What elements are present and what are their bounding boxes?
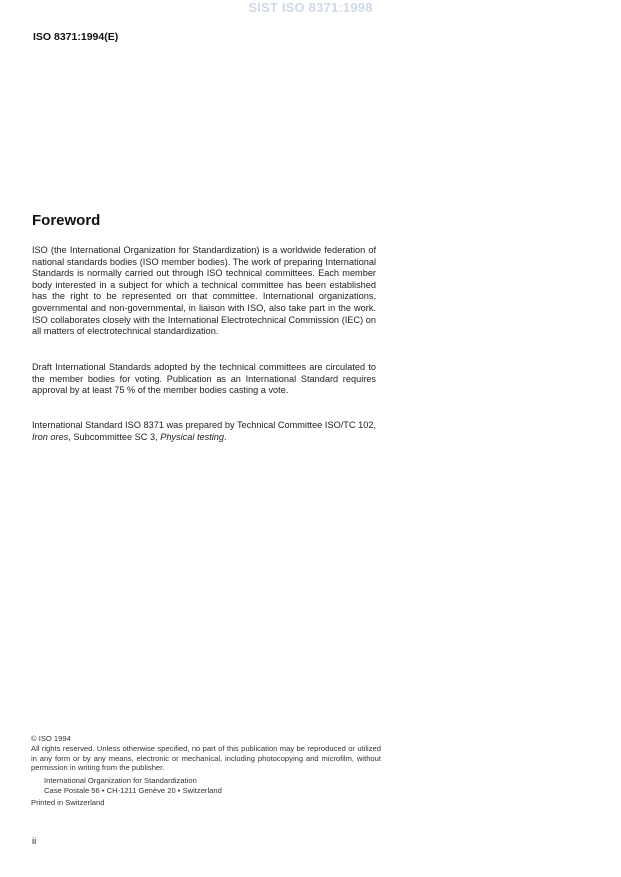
document-reference: ISO 8371:1994(E) (33, 31, 119, 43)
printed-in-note: Printed in Switzerland (31, 797, 105, 807)
publisher-postal-address: Case Postale 56 • CH-1211 Genève 20 • Switzerland (44, 785, 222, 795)
foreword-paragraph-3 (32, 420, 376, 443)
foreword-paragraph-1: ISO (the International Organization for Standardization) is a worldwide federation of national standards bodies (ISO member bodies). The work of preparing International Standards is normally carried out through ISO technical committees. Each member body interested in a subject for which a technical committee has been established has the right to be represented on that committee. International organizations, governmental and non-governmental, in liaison with ISO, also take part in the work. ISO collaborates closely with the International Electrotechnical Commission (IEC) on all matters of electrotechnical standardization. (32, 245, 376, 337)
watermark: SIST ISO 8371:1998 (248, 0, 373, 15)
copyright-line: © ISO 1994 (31, 734, 71, 743)
copyright-notice (31, 734, 381, 808)
foreword-paragraph-2: Draft International Standards adopted by the technical committees are circulated to the member bodies for voting. Publication as an International Standard requires approval by at least 75 % of the member bodies casting a vote. (32, 362, 376, 396)
rights-statement: All rights reserved. Unless otherwise specified, no part of this publication may be reproduced or utilized in any form or by any means, electronic or mechanical, including photocopying and microfilm, without permission in writing from the publisher. (31, 743, 381, 773)
paragraph-3-text-c: . (224, 431, 227, 442)
publisher-address (44, 776, 381, 796)
foreword-heading: Foreword (32, 212, 101, 229)
paragraph-3-text-a: International Standard ISO 8371 was prepared by Technical Committee ISO/TC 102, (32, 420, 376, 430)
page-number: ii (32, 836, 37, 847)
paragraph-3-text-b: , Subcommittee SC 3, (68, 431, 161, 442)
publisher-name: International Organization for Standardization (44, 776, 197, 786)
subcommittee-subject-physical-testing: Physical testing (160, 431, 225, 442)
committee-subject-iron-ores: Iron ores (32, 431, 69, 442)
